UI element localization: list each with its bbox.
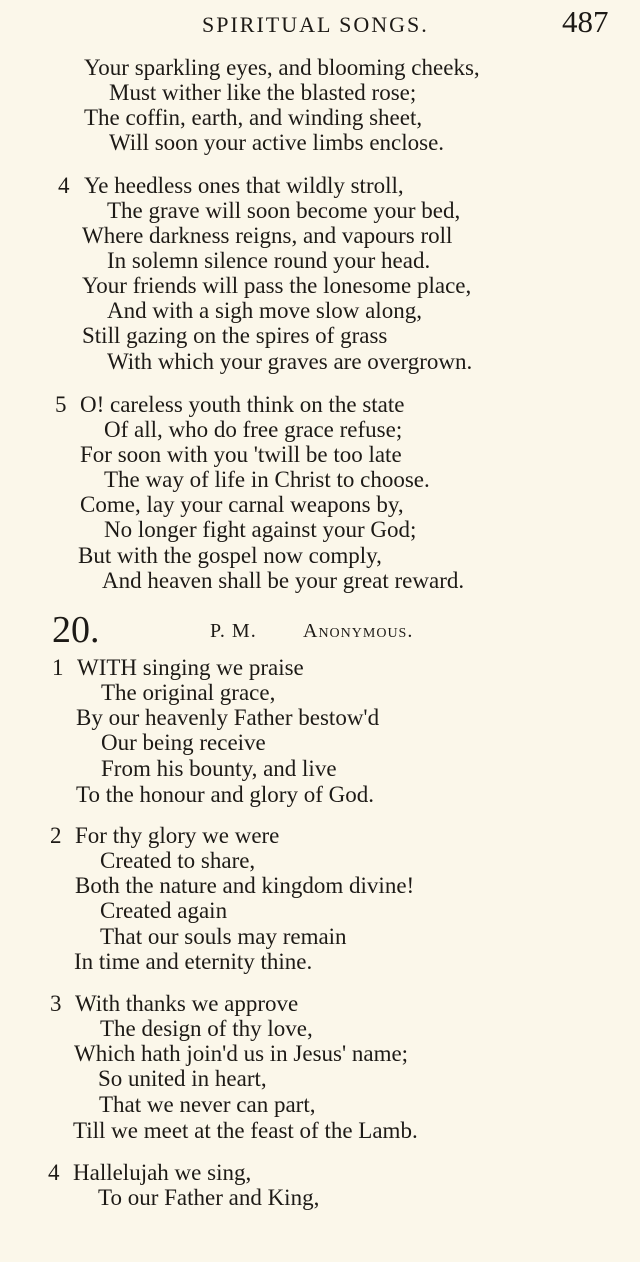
verse-line: Will soon your active limbs enclose.	[109, 130, 445, 155]
verse-line: To our Father and King,	[98, 1185, 320, 1210]
verse-line: WITH singing we praise	[77, 655, 304, 680]
stanza-number: 4	[48, 1160, 60, 1185]
verse-line: That our souls may remain	[100, 924, 347, 949]
verse-line: No longer fight against your God;	[104, 517, 417, 542]
verse-line: The way of life in Christ to choose.	[104, 467, 430, 492]
stanza-number: 5	[55, 392, 67, 417]
verse-line: Still gazing on the spires of grass	[82, 323, 388, 348]
verse-line: With thanks we approve	[75, 991, 299, 1016]
verse-line: Your sparkling eyes, and blooming cheeks,	[84, 55, 480, 80]
verse-line: By our heavenly Father bestow'd	[76, 705, 380, 730]
verse-line: The design of thy love,	[100, 1016, 313, 1041]
verse-line: To the honour and glory of God.	[76, 782, 374, 807]
verse-line: Both the nature and kingdom divine!	[75, 873, 415, 898]
hymn-number: 20.	[52, 609, 100, 651]
verse-line: For soon with you 'twill be too late	[80, 442, 402, 467]
verse-line: That we never can part,	[99, 1092, 316, 1117]
verse-line: And heaven shall be your great reward.	[102, 568, 465, 593]
stanza-number: 3	[50, 991, 62, 1016]
verse-line: Created to share,	[100, 848, 256, 873]
verse-line: Your friends will pass the lonesome place,	[82, 273, 472, 298]
hymn-meter: P. M.	[210, 620, 257, 642]
verse-line: Hallelujah we sing,	[73, 1160, 252, 1185]
verse-line: Our being receive	[101, 730, 266, 755]
running-header: SPIRITUAL SONGS.	[202, 12, 429, 37]
verse-line: For thy glory we were	[75, 823, 280, 848]
verse-line: Come, lay your carnal weapons by,	[80, 492, 404, 517]
page-number: 487	[562, 4, 609, 39]
verse-line: Ye heedless ones that wildly stroll,	[84, 173, 404, 198]
verse-line: Of all, who do free grace refuse;	[104, 417, 403, 442]
verse-line: Which hath join'd us in Jesus' name;	[74, 1041, 409, 1066]
verse-line: Where darkness reigns, and vapours roll	[82, 223, 453, 248]
verse-line: In solemn silence round your head.	[107, 248, 431, 273]
verse-line: Must wither like the blasted rose;	[109, 80, 417, 105]
verse-line: With which your graves are overgrown.	[107, 349, 473, 374]
verse-line: From his bounty, and live	[101, 756, 337, 781]
verse-line: O! careless youth think on the state	[80, 392, 405, 417]
stanza-number: 1	[52, 655, 64, 680]
hymn-author: Anonymous.	[303, 620, 414, 642]
verse-line: The grave will soon become your bed,	[107, 198, 461, 223]
verse-line: In time and eternity thine.	[74, 949, 313, 974]
verse-line: Created again	[100, 898, 228, 923]
verse-line: And with a sigh move slow along,	[107, 298, 422, 323]
verse-line: But with the gospel now comply,	[78, 543, 382, 568]
verse-line: So united in heart,	[98, 1066, 267, 1091]
verse-line: The coffin, earth, and winding sheet,	[84, 105, 423, 130]
verse-line: The original grace,	[101, 680, 276, 705]
verse-line: Till we meet at the feast of the Lamb.	[73, 1118, 418, 1143]
stanza-number: 4	[58, 173, 70, 198]
stanza-number: 2	[50, 823, 62, 848]
